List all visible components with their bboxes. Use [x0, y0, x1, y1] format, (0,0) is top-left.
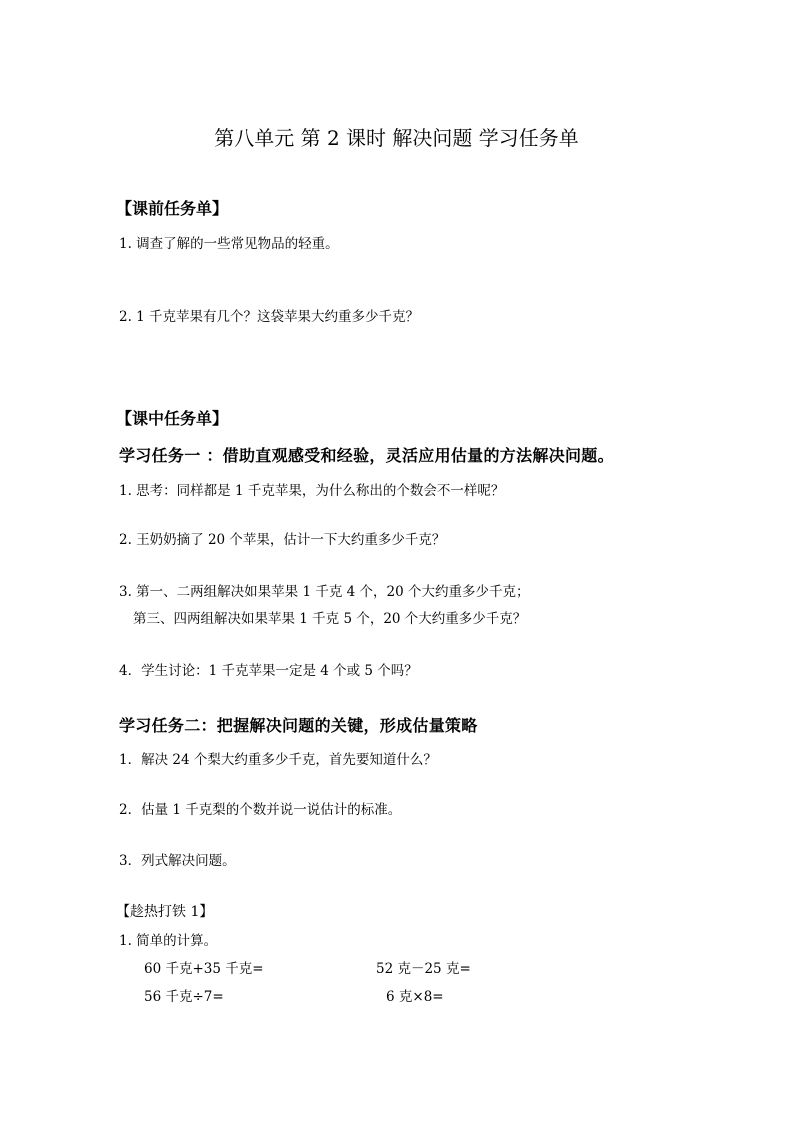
task1-title: 学习任务一 ：借助直观感受和经验，灵活应用估量的方法解决问题。 — [119, 446, 614, 465]
task2-question-2: 2．估量 1 千克梨的个数并说一说估计的标准。 — [119, 802, 402, 818]
practice-exercise-1: 60 千克+35 千克= — [144, 961, 264, 977]
task1-question-3b: 第三、四两组解决如果苹果 1 千克 5 个，20 个大约重多少千克？ — [133, 611, 527, 627]
task1-question-3a: 3. 第一、二两组解决如果苹果 1 千克 4 个，20 个大约重多少千克； — [119, 584, 530, 600]
page-title: 第八单元 第 2 课时 解决问题 学习任务单 — [214, 126, 579, 150]
task1-question-4: 4．学生讨论：1 千克苹果一定是 4 个或 5 个吗？ — [119, 663, 418, 679]
pre-class-question-2: 2. 1 千克苹果有几个？这袋苹果大约重多少千克？ — [119, 309, 420, 325]
practice-exercise-2: 52 克－25 克= — [376, 961, 471, 977]
in-class-header: 【课中任务单】 — [116, 409, 229, 428]
practice-exercise-3: 56 千克÷7= — [144, 989, 224, 1005]
task2-question-3: 3．列式解决问题。 — [119, 853, 236, 869]
task2-title: 学习任务二：把握解决问题的关键，形成估量策略 — [119, 716, 478, 735]
task1-question-1: 1. 思考：同样都是 1 千克苹果，为什么称出的个数会不一样呢？ — [119, 483, 505, 499]
task1-question-2: 2. 王奶奶摘了 20 个苹果，估计一下大约重多少千克？ — [119, 532, 446, 548]
task2-question-1: 1．解决 24 个梨大约重多少千克，首先要知道什么？ — [119, 752, 437, 768]
practice-exercise-4: 6 克×8= — [386, 989, 444, 1005]
practice-header: 【趁热打铁 1】 — [116, 904, 214, 920]
practice-intro: 1. 简单的计算。 — [119, 933, 218, 949]
pre-class-header: 【课前任务单】 — [116, 199, 229, 218]
pre-class-question-1: 1. 调查了解的一些常见物品的轻重。 — [119, 236, 339, 252]
